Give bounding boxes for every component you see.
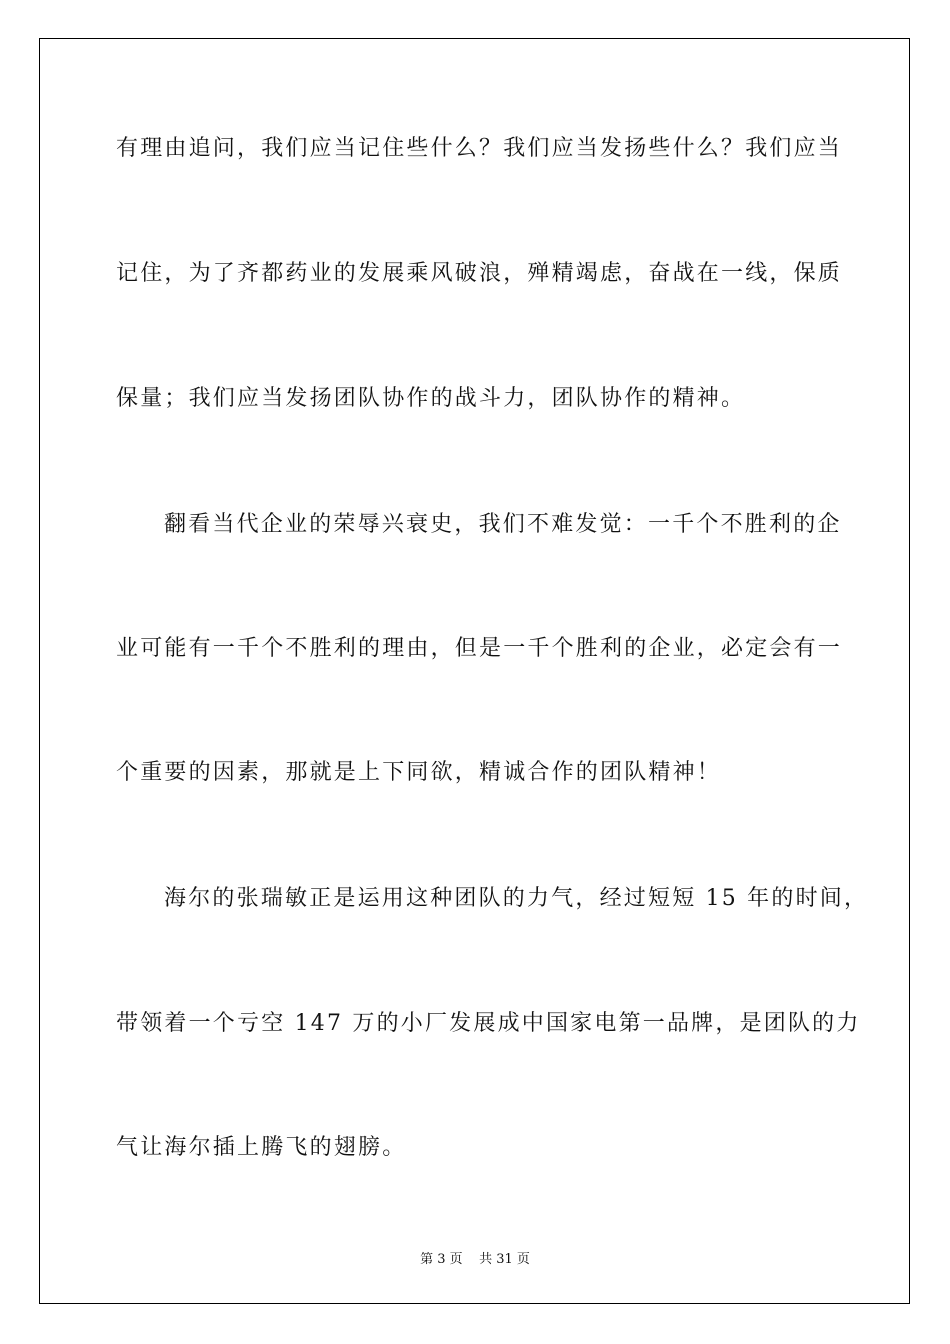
text-line: 有理由追问，我们应当记住些什么？我们应当发扬些什么？我们应当	[116, 136, 843, 161]
text-line: 气让海尔插上腾飞的翅膀。	[116, 1135, 407, 1160]
text-line-indented: 翻看当代企业的荣辱兴衰史，我们不难发觉：一千个不胜利的企	[164, 512, 842, 537]
page-border	[39, 38, 910, 1304]
text-line: 保量；我们应当发扬团队协作的战斗力，团队协作的精神。	[116, 386, 746, 411]
text-line: 带领着一个亏空 147 万的小厂发展成中国家电第一品牌，是团队的力	[116, 1011, 861, 1036]
text-line: 记住，为了齐都药业的发展乘风破浪，殚精竭虑，奋战在一线，保质	[116, 261, 843, 286]
text-line-indented: 海尔的张瑞敏正是运用这种团队的力气，经过短短 15 年的时间，	[164, 886, 869, 911]
text-line: 个重要的因素，那就是上下同欲，精诚合作的团队精神！	[116, 760, 722, 785]
page-number-footer: 第 3 页 共 31 页	[420, 1252, 530, 1267]
text-line: 业可能有一千个不胜利的理由，但是一千个胜利的企业，必定会有一	[116, 636, 843, 661]
